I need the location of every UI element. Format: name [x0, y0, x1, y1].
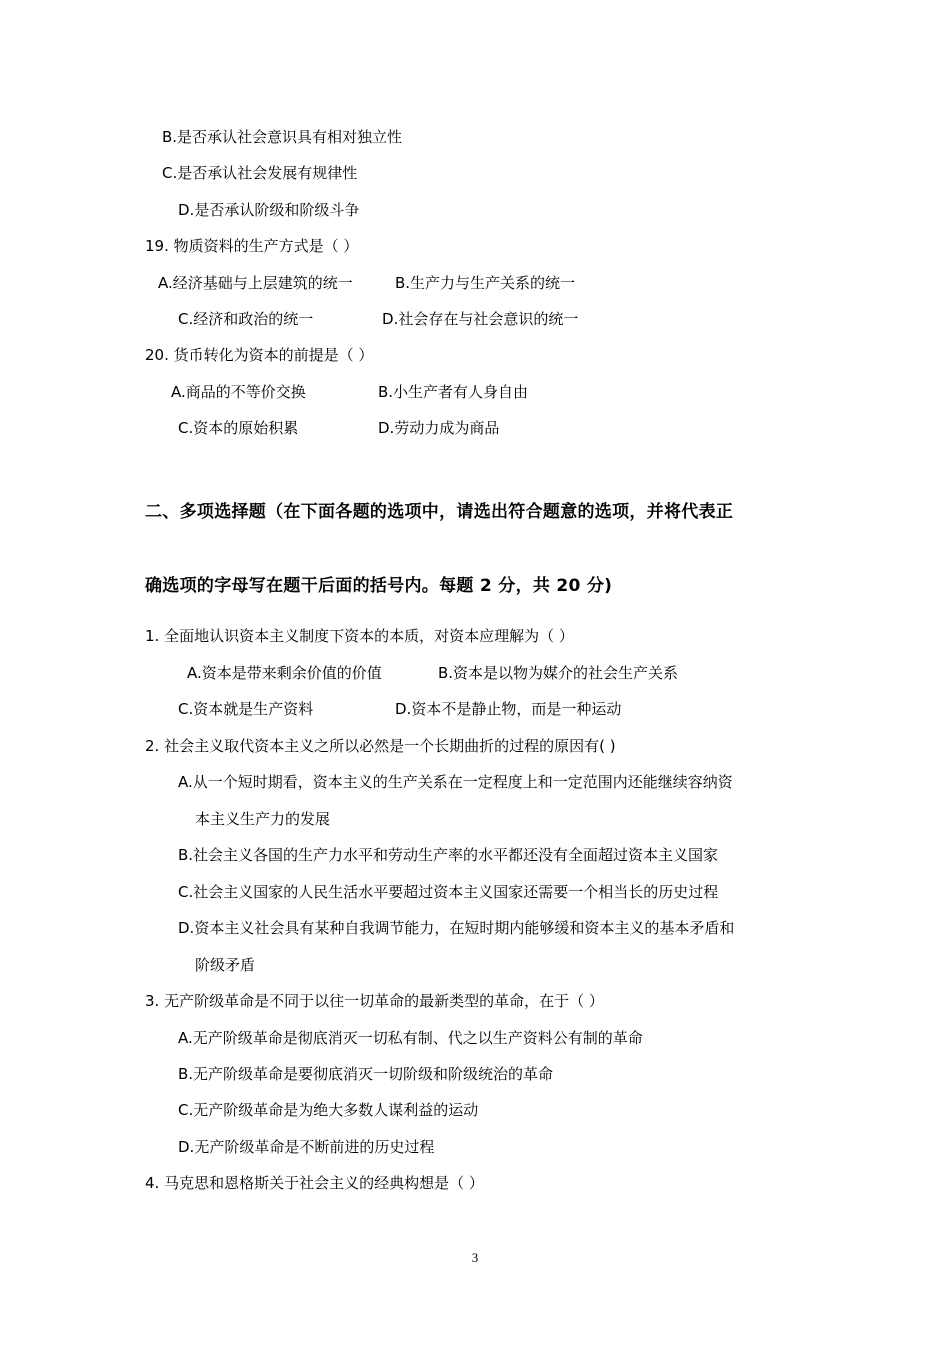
q20-option-d: D.劳动力成为商品	[378, 419, 500, 437]
mq1-option-d: D.资本不是静止物，而是一种运动	[395, 700, 622, 718]
question-20-stem: 20. 货币转化为资本的前提是（ ）	[145, 346, 374, 364]
mq2-option-c: C.社会主义国家的人民生活水平要超过资本主义国家还需要一个相当长的历史过程	[178, 883, 719, 901]
q19-option-d: D.社会存在与社会意识的统一	[382, 310, 579, 328]
q20-option-a: A.商品的不等价交换	[171, 383, 306, 401]
mq3-stem: 3. 无产阶级革命是不同于以往一切革命的最新类型的革命，在于（ ）	[145, 992, 604, 1010]
mq2-option-d-line-1: D.资本主义社会具有某种自我调节能力，在短时期内能够缓和资本主义的基本矛盾和	[178, 919, 735, 937]
mq2-option-a-line-1: A.从一个短时期看，资本主义的生产关系在一定程度上和一定范围内还能继续容纳资	[178, 773, 733, 791]
mq2-option-a-line-2: 本主义生产力的发展	[195, 810, 331, 828]
q19-option-c: C.经济和政治的统一	[178, 310, 314, 328]
mq3-option-c: C.无产阶级革命是为绝大多数人谋利益的运动	[178, 1101, 479, 1119]
mq3-option-b: B.无产阶级革命是要彻底消灭一切阶级和阶级统治的革命	[178, 1065, 554, 1083]
q20-option-c: C.资本的原始积累	[178, 419, 299, 437]
option-c: C.是否承认社会发展有规律性	[162, 164, 358, 182]
question-19-stem: 19. 物质资料的生产方式是（ ）	[145, 237, 359, 255]
mq1-option-b: B.资本是以物为媒介的社会生产关系	[438, 664, 679, 682]
q20-option-b: B.小生产者有人身自由	[378, 383, 529, 401]
mq3-option-a: A.无产阶级革命是彻底消灭一切私有制、代之以生产资料公有制的革命	[178, 1029, 643, 1047]
page-number: 3	[471, 1250, 479, 1265]
q19-option-b: B.生产力与生产关系的统一	[395, 274, 576, 292]
mq2-option-b: B.社会主义各国的生产力水平和劳动生产率的水平都还没有全面超过资本主义国家	[178, 846, 719, 864]
section-heading-line-2: 确选项的字母写在题干后面的括号内。每题 2 分，共 20 分)	[145, 576, 613, 596]
mq2-option-d-line-2: 阶级矛盾	[195, 956, 256, 974]
option-b: B.是否承认社会意识具有相对独立性	[162, 128, 403, 146]
section-heading-line-1: 二、多项选择题（在下面各题的选项中，请选出符合题意的选项，并将代表正	[145, 502, 734, 522]
mq1-stem: 1. 全面地认识资本主义制度下资本的本质，对资本应理解为（ ）	[145, 627, 574, 645]
mq1-option-c: C.资本就是生产资料	[178, 700, 314, 718]
mq3-option-d: D.无产阶级革命是不断前进的历史过程	[178, 1138, 435, 1156]
option-d: D.是否承认阶级和阶级斗争	[178, 201, 360, 219]
mq1-option-a: A.资本是带来剩余价值的价值	[187, 664, 382, 682]
q19-option-a: A.经济基础与上层建筑的统一	[158, 274, 353, 292]
mq2-stem: 2. 社会主义取代资本主义之所以必然是一个长期曲折的过程的原因有( )	[145, 737, 616, 755]
mq4-stem: 4. 马克思和恩格斯关于社会主义的经典构想是（ ）	[145, 1174, 484, 1192]
